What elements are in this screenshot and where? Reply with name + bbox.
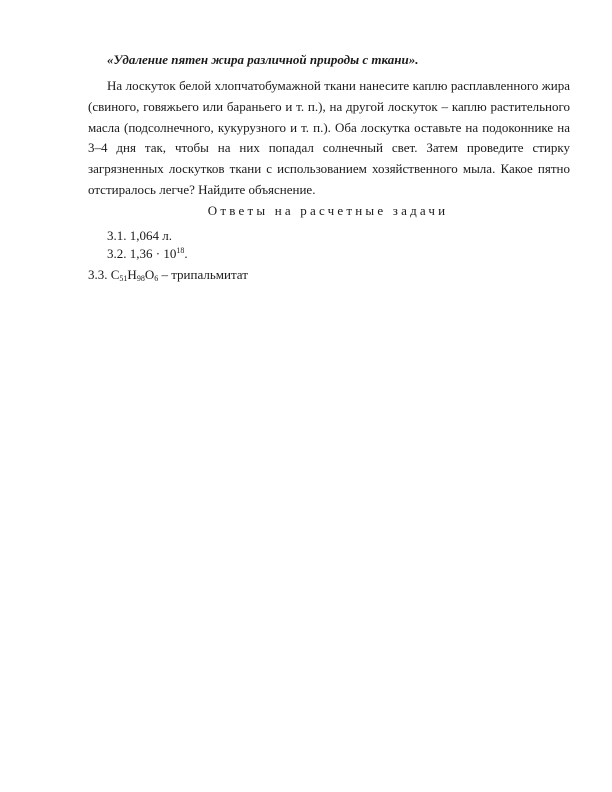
compound-name: – трипальмитат (158, 267, 248, 282)
experiment-title: «Удаление пятен жира различной природы с ткани». (107, 52, 419, 67)
answer-3-2-exponent: 18 (176, 246, 185, 255)
formula-oxygen: O (144, 267, 155, 282)
formula-oxygen-count: 6 (154, 274, 159, 283)
answer-3-2-value: 3.2. 1,36 · 10 (107, 246, 177, 261)
answers-heading: Ответы на расчетные задачи (207, 203, 449, 218)
formula-carbon-count: 51 (119, 274, 128, 283)
formula-hydrogen: H (127, 267, 137, 282)
experiment-instructions: На лоскуток белой хлопчатобумажной ткани нанесите каплю расплавленного жира (свиного, говяжьего или бараньего и т. п.), на другой лоскуток – каплю растительного масла (подсолнечного, кукурузного и т. п.). Оба лоскутка оставьте на подоконнике на 3–4 дня так, чтобы на них попадал солнечный свет. Затем проведите стирку загрязненных лоскутков ткани с использованием хозяйственного мыла. Какое пятно отстиралось легче? Найдите объяснение. (88, 78, 570, 197)
answer-3-2-suffix: . (184, 246, 188, 261)
formula-carbon: 3.3. C (88, 267, 120, 282)
formula-hydrogen-count: 98 (136, 274, 145, 283)
answer-3-2 (107, 246, 188, 262)
answer-3-1: 3.1. 1,064 л. (107, 228, 172, 243)
answer-3-3 (88, 267, 248, 283)
